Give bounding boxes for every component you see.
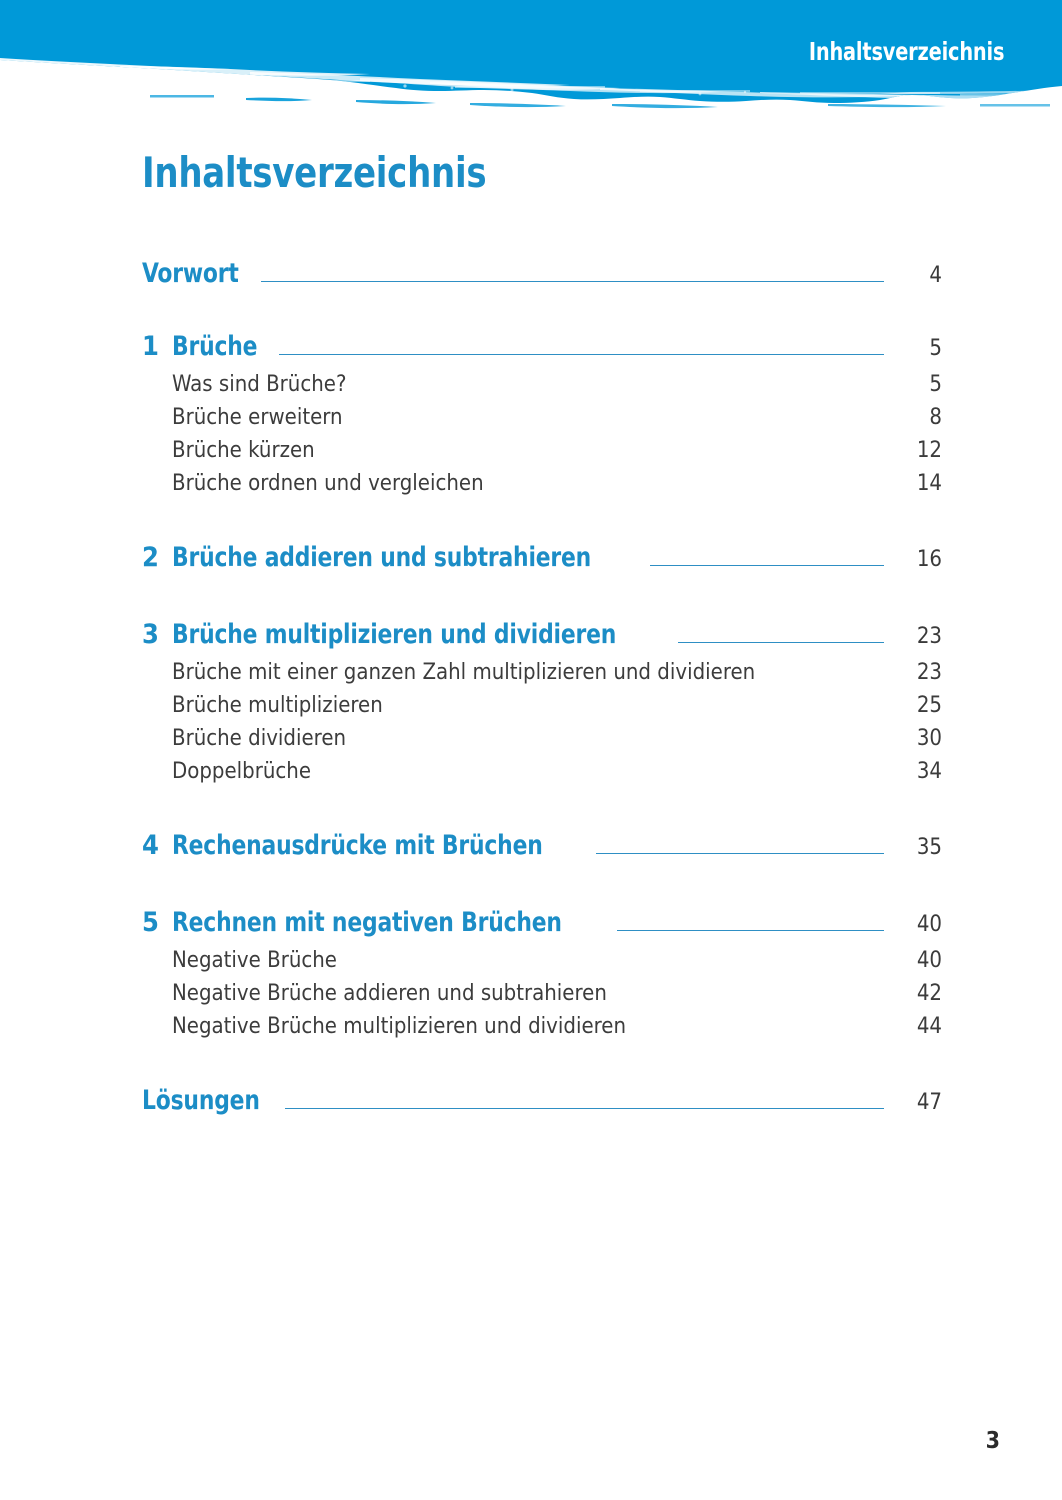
toc-subentry-page: 23 [916,660,942,685]
toc-subentry-page: 40 [916,948,942,973]
toc-entry-number: 4 [142,830,159,861]
toc-subentry[interactable] [142,981,942,1006]
toc-entry-title: Vorwort [142,258,239,289]
toc-entry-title: Brüche addieren und subtrahieren [172,542,592,573]
toc-entry-number: 1 [142,331,159,362]
toc-block [142,331,942,496]
toc-subentry[interactable] [142,438,942,463]
toc-subentry-title: Brüche dividieren [172,726,347,751]
toc-entry-page: 4 [929,263,942,288]
toc-entry-chapter-3[interactable] [142,619,942,650]
toc-entry-page: 5 [929,336,942,361]
toc-entry-vorwort[interactable] [142,258,942,289]
toc-subentry-title: Brüche ordnen und vergleichen [172,471,484,496]
spacer [142,289,942,331]
toc-block [142,258,942,289]
toc-entry-title: Brüche multiplizieren und dividieren [172,619,617,650]
toc-subentry-page: 30 [916,726,942,751]
toc-entry-number: 5 [142,907,159,938]
toc-entry-number: 2 [142,542,159,573]
toc-block [142,830,942,861]
toc-entry-chapter-1[interactable] [142,331,942,362]
toc-subentry[interactable] [142,1014,942,1039]
leader-line [261,281,884,282]
toc-block [142,542,942,573]
toc-subentry-page: 34 [916,759,942,784]
leader-line [650,565,884,566]
toc-block [142,1085,942,1116]
toc-entry-page: 35 [916,835,942,860]
toc-entry-title: Rechnen mit negativen Brüchen [172,907,562,938]
toc-subentry-title: Brüche mit einer ganzen Zahl multiplizieren und dividieren [172,660,756,685]
toc-subentry-page: 44 [916,1014,942,1039]
toc-subentry[interactable] [142,726,942,751]
toc-block [142,619,942,784]
toc-entry-page: 47 [916,1090,942,1115]
toc-subentry[interactable] [142,372,942,397]
toc-entry-loesungen[interactable] [142,1085,942,1116]
toc-subentry-title: Brüche kürzen [172,438,315,463]
toc-entry-chapter-2[interactable] [142,542,942,573]
toc-entry-chapter-4[interactable] [142,830,942,861]
toc-subentry-page: 42 [916,981,942,1006]
toc-subentry-title: Negative Brüche multiplizieren und dividieren [172,1014,626,1039]
toc-entry-page: 16 [916,547,942,572]
toc-entry-title: Brüche [172,331,258,362]
toc-subentry[interactable] [142,660,942,685]
toc-sublist [142,948,942,1039]
toc-entry-number: 3 [142,619,159,650]
leader-line [279,354,884,355]
toc-subentry[interactable] [142,759,942,784]
toc-entry-chapter-5[interactable] [142,907,942,938]
leader-line [285,1108,884,1109]
table-of-contents [142,258,942,1116]
toc-entry-title: Rechenausdrücke mit Brüchen [172,830,543,861]
spacer [142,573,942,619]
spacer [142,861,942,907]
toc-subentry[interactable] [142,693,942,718]
toc-entry-title: Lösungen [142,1085,260,1116]
toc-subentry-title: Was sind Brüche? [172,372,347,397]
toc-subentry-page: 5 [929,372,942,397]
toc-block [142,907,942,1039]
leader-line [678,642,885,643]
toc-subentry[interactable] [142,405,942,430]
toc-subentry-title: Brüche multiplizieren [172,693,383,718]
banner-brush-shape [0,0,1062,132]
toc-sublist [142,372,942,496]
toc-subentry-page: 12 [916,438,942,463]
toc-subentry-title: Doppelbrüche [172,759,312,784]
running-header-title: Inhaltsverzeichnis [808,37,1004,66]
toc-subentry-page: 8 [929,405,942,430]
toc-subentry-title: Negative Brüche [172,948,337,973]
spacer [142,784,942,830]
toc-subentry-page: 14 [916,471,942,496]
toc-subentry-page: 25 [916,693,942,718]
toc-subentry-title: Negative Brüche addieren und subtrahieren [172,981,607,1006]
toc-entry-page: 40 [916,912,942,937]
toc-subentry[interactable] [142,948,942,973]
toc-subentry[interactable] [142,471,942,496]
toc-sublist [142,660,942,784]
leader-line [617,930,884,931]
page-number: 3 [985,1428,1000,1454]
leader-line [596,853,884,854]
header-banner [0,0,1062,132]
toc-entry-page: 23 [916,624,942,649]
spacer [142,1039,942,1085]
page-title: Inhaltsverzeichnis [142,148,487,197]
toc-subentry-title: Brüche erweitern [172,405,343,430]
spacer [142,496,942,542]
